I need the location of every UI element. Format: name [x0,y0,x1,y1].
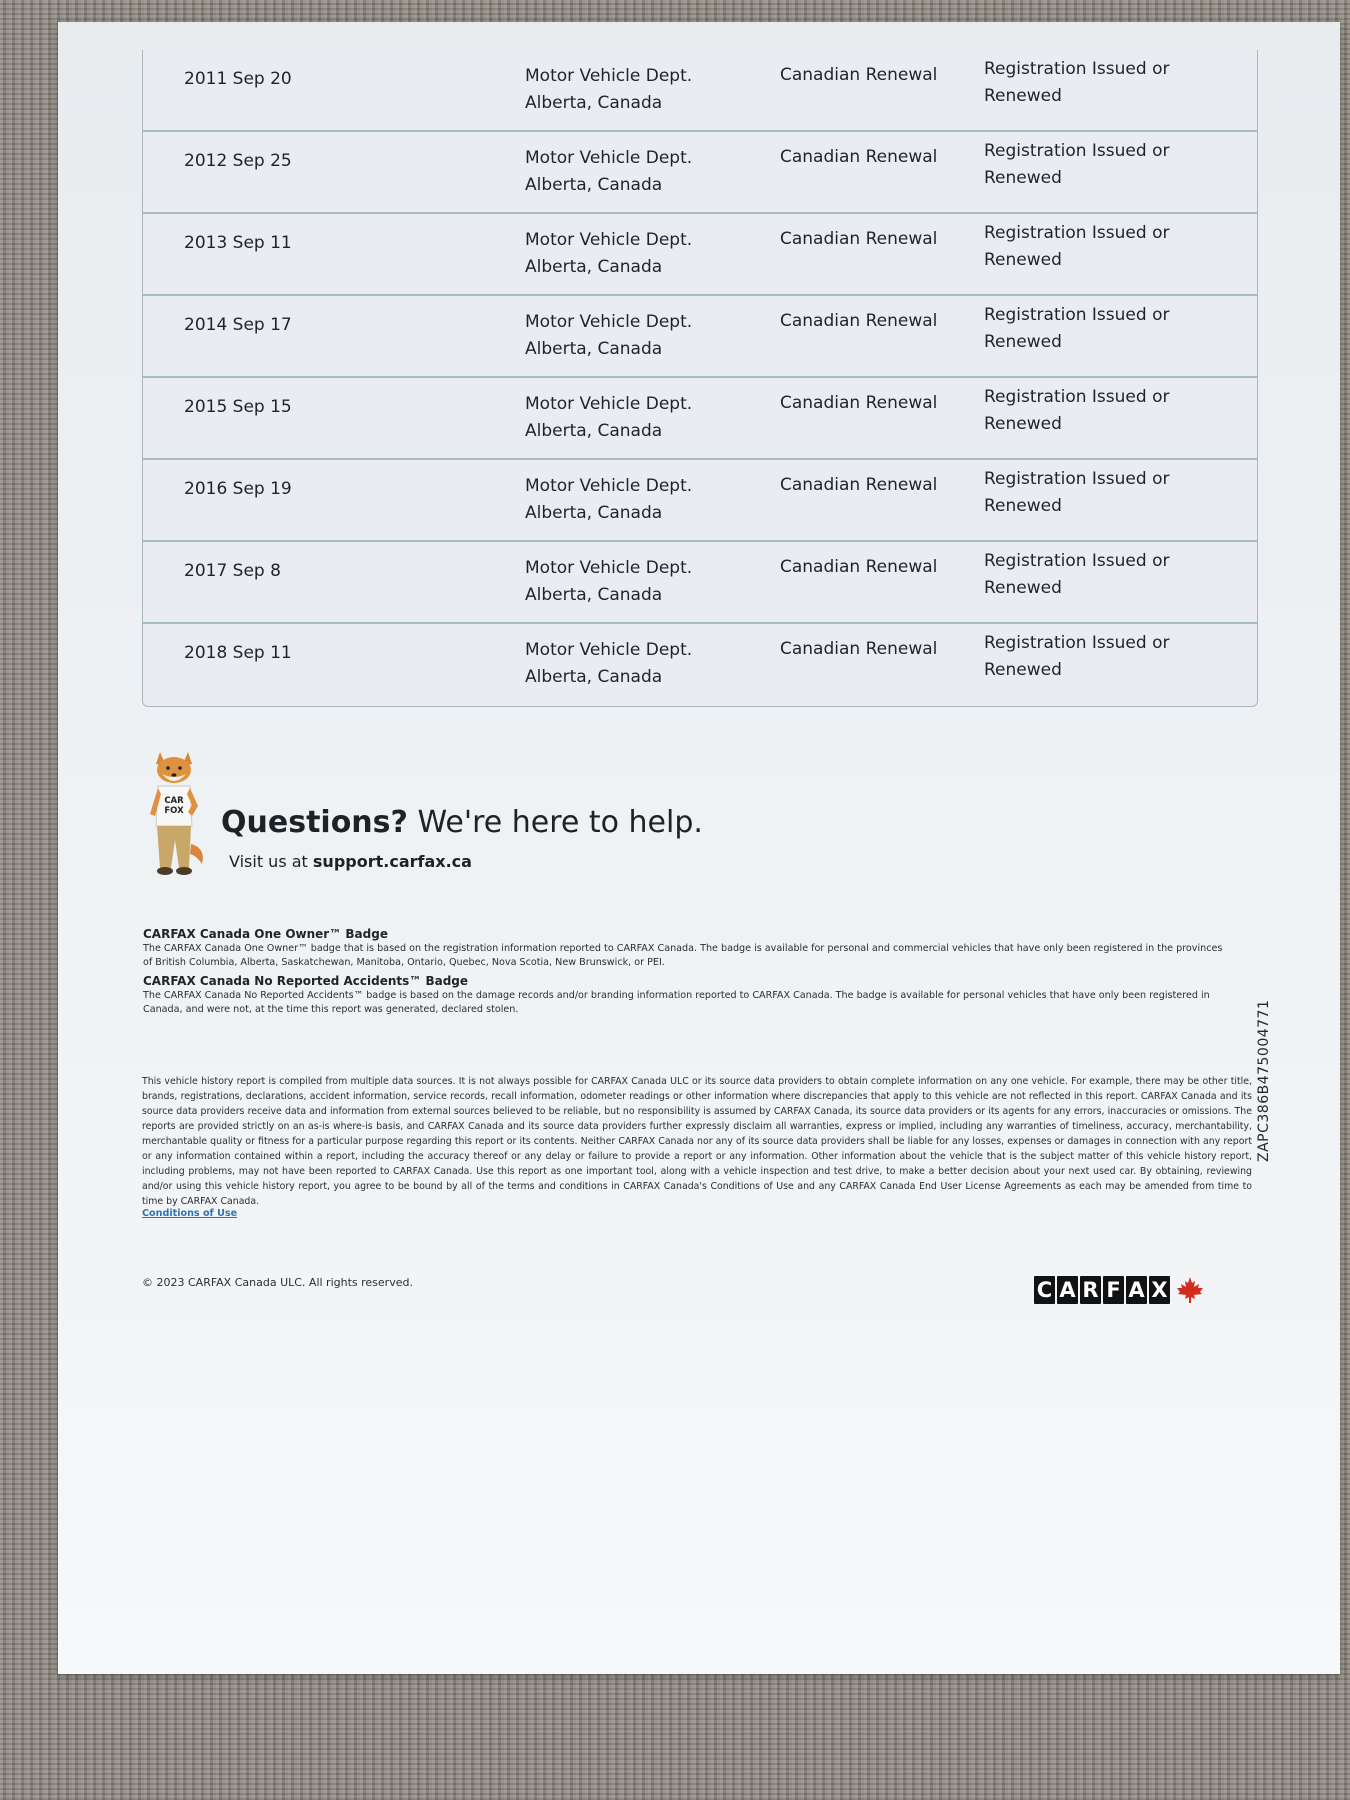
record-type [780,144,937,171]
history-row [143,214,1257,296]
vin-number: ZAPC386B475004771 [1256,999,1272,1162]
record-source [525,145,692,199]
record-source-line1: Motor Vehicle Dept. [525,312,693,332]
record-type-text: Canadian Renewal [780,557,938,577]
record-event-line1: Registration Issued or [984,59,1170,79]
record-event [984,466,1169,520]
one-owner-badge-title: CARFAX Canada One Owner™ Badge [143,927,388,941]
record-type [780,62,937,89]
record-event-line2: Renewed [984,86,1062,106]
record-event [984,56,1169,110]
record-event-line2: Renewed [984,660,1062,680]
record-type-text: Canadian Renewal [780,229,938,249]
record-source-line1: Motor Vehicle Dept. [525,476,693,496]
record-type-text: Canadian Renewal [780,393,938,413]
record-event-line1: Registration Issued or [984,141,1170,161]
record-date-text: 2014 Sep 17 [184,315,292,335]
record-event-line1: Registration Issued or [984,387,1170,407]
record-type [780,390,937,417]
history-row [143,296,1257,378]
record-event-line2: Renewed [984,578,1062,598]
record-event [984,548,1169,602]
record-event-line2: Renewed [984,332,1062,352]
no-accidents-badge-text: The CARFAX Canada No Reported Accidents™ badge is based on the damage records and/or branding information reported to CARFAX Canada. The badge is available for personal vehicles that have only been registered in Canada, and were not, at the time this report was generated, declared stolen. [143,990,1210,1015]
record-source-line1: Motor Vehicle Dept. [525,640,693,660]
history-row [143,50,1257,132]
record-source-line1: Motor Vehicle Dept. [525,558,693,578]
record-source [525,391,692,445]
record-source-line2: Alberta, Canada [525,585,663,605]
record-event [984,302,1169,356]
mascot-shirt-line1: CAR [164,796,184,806]
copyright-notice: © 2023 CARFAX Canada ULC. All rights reserved. [142,1276,413,1289]
vehicle-history-table [142,50,1258,707]
record-event-line2: Renewed [984,496,1062,516]
history-row [143,132,1257,214]
no-accidents-badge-title: CARFAX Canada No Reported Accidents™ Badge [143,974,469,988]
logo-letter: F [1103,1276,1124,1304]
one-owner-badge-text: The CARFAX Canada One Owner™ badge that is based on the registration information reported to CARFAX Canada. The badge is available for personal and commercial vehicles that have only been registered in the provinces of British Columbia, Alberta, Saskatchewan, Manitoba, Ontario, Quebec, Nova Scotia, New Brunswick, or PEI. [143,943,1223,968]
record-source-line2: Alberta, Canada [525,257,663,277]
record-event-line2: Renewed [984,414,1062,434]
record-date-text: 2016 Sep 19 [184,479,292,499]
logo-letter: X [1149,1276,1170,1304]
history-row [143,460,1257,542]
record-event [984,220,1169,274]
record-date-text: 2012 Sep 25 [184,151,292,171]
record-source [525,555,692,609]
record-source-line2: Alberta, Canada [525,93,663,113]
record-type-text: Canadian Renewal [780,65,938,85]
record-event-line1: Registration Issued or [984,551,1170,571]
record-event-line2: Renewed [984,168,1062,188]
record-event [984,630,1169,684]
history-row [143,542,1257,624]
record-source-line2: Alberta, Canada [525,175,663,195]
logo-letter: C [1034,1276,1055,1304]
record-date-text: 2018 Sep 11 [184,643,292,663]
logo-letter: A [1126,1276,1147,1304]
carfox-mascot [142,748,208,880]
record-date [184,476,292,503]
help-visit-prefix: Visit us at [229,852,313,871]
record-event-line1: Registration Issued or [984,223,1170,243]
record-date [184,66,292,93]
record-date [184,640,292,667]
record-type [780,636,937,663]
record-event-line1: Registration Issued or [984,469,1170,489]
record-type-text: Canadian Renewal [780,311,938,331]
record-date-text: 2017 Sep 8 [184,561,281,581]
report-page [58,22,1340,1674]
record-type-text: Canadian Renewal [780,147,938,167]
record-date-text: 2013 Sep 11 [184,233,292,253]
record-event [984,138,1169,192]
help-visit-line [229,852,472,871]
record-source-line1: Motor Vehicle Dept. [525,148,693,168]
record-event-line1: Registration Issued or [984,633,1170,653]
record-event-line1: Registration Issued or [984,305,1170,325]
record-source [525,227,692,281]
record-source [525,637,692,691]
record-type [780,226,937,253]
legal-disclaimer: This vehicle history report is compiled from multiple data sources. It is not always possible for CARFAX Canada ULC or its source data providers to obtain complete information on any one vehicle. For example, there may be other title, brands, registrations, declarations, accident information, service records, recall information, odometer readings or other information where discrepancies that apply to this vehicle are not reflected in this report. CARFAX Canada and its source data providers receive data and information from external sources believed to be reliable, but no responsibility is assumed by CARFAX Canada, its source data providers or its agents for any errors, inaccuracies or omissions. The reports are provided strictly on an as-is where-is basis, and CARFAX Canada and its source data providers further expressly disclaim all warranties, express or implied, including any warranties of timeliness, accuracy, merchantability, merchantable quality or fitness for a particular purpose regarding this report or its contents. Neither CARFAX Canada nor any of its source data providers shall be liable for any losses, expenses or damages in connection with any report or any information contained within a report, including the accuracy thereof or any delay or failure to provide a report or any information. Other information about the vehicle that is the subject matter of this vehicle history report, including problems, may not have been reported to CARFAX Canada. Use this report as one important tool, along with a vehicle inspection and test drive, to make a better decision about your next used car. By obtaining, reviewing and/or using this vehicle history report, you agree to be bound by all of the terms and conditions in CARFAX Canada's Conditions of Use and any CARFAX Canada End User License Agreements as each may be amended from time to time by CARFAX Canada. [142,1076,1252,1207]
carfax-logo [1034,1273,1205,1307]
record-source-line2: Alberta, Canada [525,667,663,687]
record-source-line2: Alberta, Canada [525,421,663,441]
record-type [780,308,937,335]
record-date [184,394,292,421]
record-source-line2: Alberta, Canada [525,503,663,523]
record-type [780,554,937,581]
record-event [984,384,1169,438]
record-date-text: 2011 Sep 20 [184,69,292,89]
record-source-line1: Motor Vehicle Dept. [525,230,693,250]
help-heading-rest: We're here to help. [407,805,703,840]
record-type-text: Canadian Renewal [780,475,938,495]
record-date [184,230,292,257]
record-source [525,309,692,363]
record-date [184,312,292,339]
record-source-line1: Motor Vehicle Dept. [525,66,693,86]
record-source-line1: Motor Vehicle Dept. [525,394,693,414]
logo-letter: R [1080,1276,1101,1304]
history-row [143,378,1257,460]
record-type-text: Canadian Renewal [780,639,938,659]
record-event-line2: Renewed [984,250,1062,270]
history-row [143,624,1257,706]
help-heading [221,805,703,840]
record-type [780,472,937,499]
record-source [525,63,692,117]
record-source [525,473,692,527]
mascot-shirt-line2: FOX [164,806,184,816]
record-date [184,558,281,585]
maple-leaf-icon [1175,1275,1205,1305]
record-date [184,148,292,175]
support-link[interactable]: support.carfax.ca [312,852,472,871]
logo-letter: A [1057,1276,1078,1304]
record-source-line2: Alberta, Canada [525,339,663,359]
help-heading-bold: Questions? [221,805,408,840]
record-date-text: 2015 Sep 15 [184,397,292,417]
badge-definitions [143,925,1233,1021]
conditions-of-use-link[interactable]: Conditions of Use [142,1208,238,1219]
